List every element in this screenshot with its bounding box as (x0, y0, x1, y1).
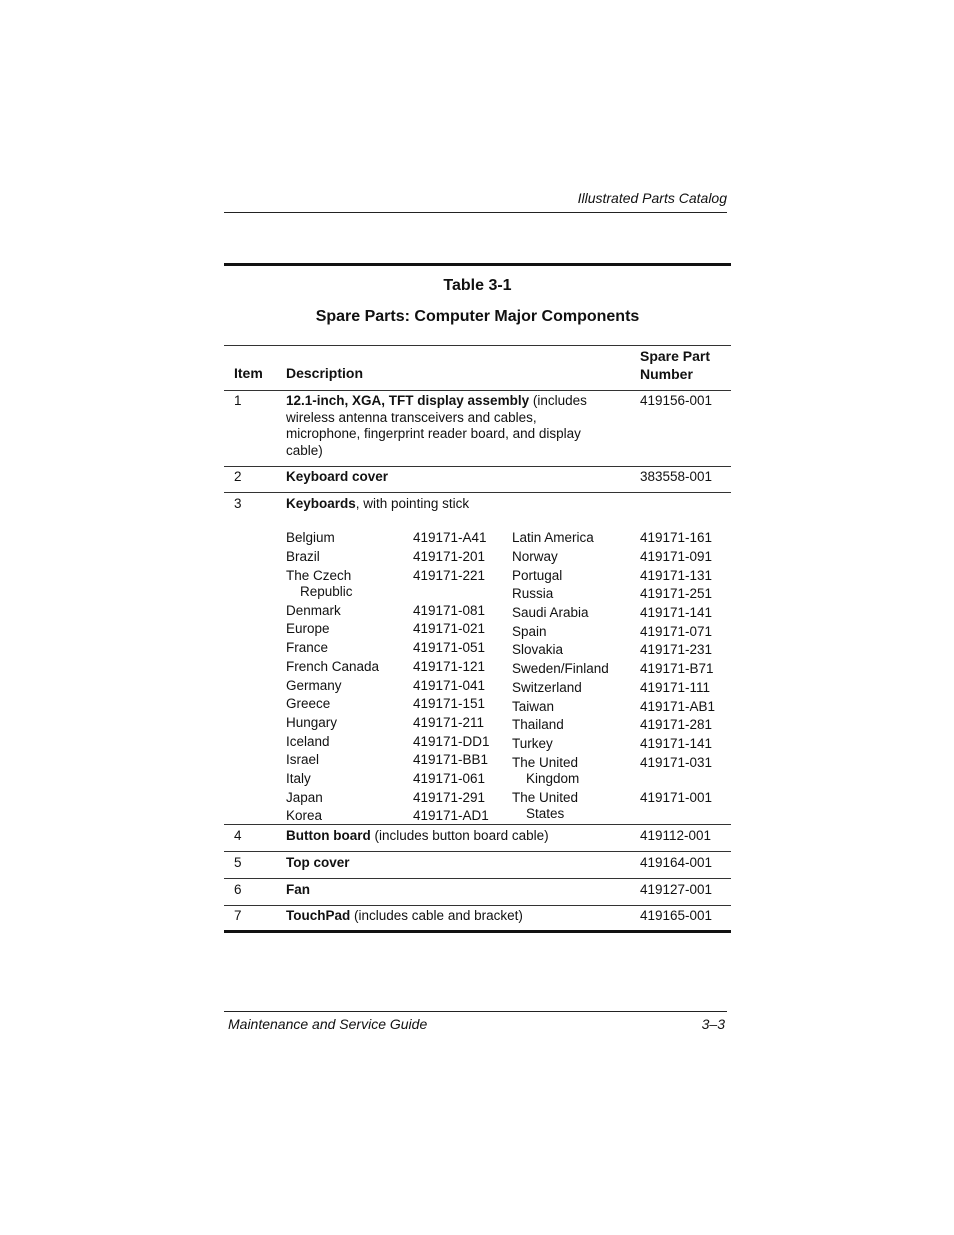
keyboard-country: Switzerland (512, 680, 582, 695)
column-header-part-number: Spare Part Number (640, 348, 711, 382)
keyboard-part-number: 419171-121 (413, 659, 486, 674)
keyboard-part-number: 419171-A41 (413, 530, 487, 545)
running-header (224, 188, 727, 213)
keyboard-country: The United Kingdom (512, 755, 580, 786)
keyboard-part-number: 419171-161 (640, 530, 713, 545)
keyboard-part-number: 419171-AB1 (640, 699, 716, 714)
keyboard-country: France (286, 640, 329, 655)
keyboard-part-number: 419171-251 (640, 586, 713, 601)
table-title: Spare Parts: Computer Major Components (315, 308, 640, 325)
table-number: Table 3-1 (443, 277, 512, 294)
keyboard-country: Portugal (512, 568, 563, 583)
keyboard-part-number: 419171-AD1 (413, 808, 489, 823)
keyboard-part-number: 419171-151 (413, 696, 486, 711)
keyboard-part-number: 419171-141 (640, 736, 713, 751)
keyboard-country: French Canada (286, 659, 380, 674)
footer-guide-title: Maintenance and Service Guide (228, 1016, 428, 1032)
keyboard-country: Thailand (512, 717, 564, 732)
keyboard-country: Taiwan (512, 699, 555, 714)
table-row: 6 Fan 419127-001 (224, 879, 731, 906)
table-row: 4 Button board (includes button board cable) 419112-001 (224, 825, 731, 852)
keyboard-part-number: 419171-051 (413, 640, 486, 655)
keyboard-country: Greece (286, 696, 331, 711)
keyboard-part-number: 419171-DD1 (413, 734, 490, 749)
keyboard-country: Israel (286, 752, 320, 767)
keyboard-part-number: 419171-111 (640, 680, 711, 695)
keyboard-country: The Czech Republic (286, 568, 353, 599)
keyboard-part-number: 419171-211 (413, 715, 485, 730)
running-footer (224, 1011, 727, 1036)
keyboard-part-number: 419171-071 (640, 624, 713, 639)
table-top-rule (224, 263, 731, 266)
keyboard-country: Slovakia (512, 642, 564, 657)
keyboard-part-number: 419171-B71 (640, 661, 714, 676)
keyboard-part-number: 419171-221 (413, 568, 486, 583)
table-header-row (224, 345, 731, 391)
table-row: 5 Top cover 419164-001 (224, 852, 731, 879)
keyboard-part-number: 419171-021 (413, 621, 486, 636)
keyboard-country: Germany (286, 678, 342, 693)
keyboard-part-number: 419171-281 (640, 717, 713, 732)
keyboard-country: Korea (286, 808, 323, 823)
keyboard-country: Russia (512, 586, 554, 601)
column-header-item: Item (234, 365, 263, 381)
column-header-description: Description (286, 365, 364, 381)
keyboard-country: Brazil (286, 549, 320, 564)
page-number: 3–3 (701, 1016, 725, 1032)
keyboard-country: Japan (286, 790, 323, 805)
table-row: 1 12.1-inch, XGA, TFT display assembly (includes wireless antenna transceivers and cables, microphone, fingerprint reader board, and display cable) 419156-001 (224, 391, 731, 467)
keyboard-part-number: 419171-201 (413, 549, 486, 564)
keyboard-country: Italy (286, 771, 311, 786)
keyboard-country: Belgium (286, 530, 335, 545)
keyboard-part-number: 419171-081 (413, 603, 486, 618)
table-row-keyboards: 3 Keyboards, with pointing stick Belgium 419171-A41 Brazil 419171-201 The Czech Republic 419171-221 Denmark 419171-081 Europe 419171-021 France 419171-051 French Canada 419171-121 Germany 419171-041 Greece 419171-151 Hungary 419171-211 Iceland 419171-DD1 Israel 419171-BB1 Italy 419171-061 Japan 419171-291 Korea 419171-AD1 Latin America 419171-161 Norway 419171-091 Portugal 419171-131 Russia 419171-251 Saudi Arabia 419171-141 Spain 419171-071 Slovakia 419171-231 Sweden/Finland 419171-B71 Switzerland 419171-111 Taiwan 419171-AB1 Thailand 419171-281 Turkey 419171-141 The United Kingdom 419171-031 The United States 419171-001 (224, 493, 731, 825)
keyboard-country: Saudi Arabia (512, 605, 589, 620)
keyboard-country: Sweden/Finland (512, 661, 609, 676)
keyboard-country: Denmark (286, 603, 341, 618)
keyboard-country: The United States (512, 790, 579, 821)
keyboard-country: Hungary (286, 715, 338, 730)
running-header-title: Illustrated Parts Catalog (577, 190, 727, 206)
keyboard-country: Turkey (512, 736, 553, 751)
keyboard-part-number: 419171-231 (640, 642, 713, 657)
keyboard-country: Iceland (286, 734, 330, 749)
keyboard-part-number: 419171-141 (640, 605, 713, 620)
keyboard-part-number: 419171-061 (413, 771, 486, 786)
keyboard-part-number: 419171-031 (640, 755, 713, 770)
keyboard-country: Latin America (512, 530, 594, 545)
table-row: 7 TouchPad (includes cable and bracket) 419165-001 (224, 906, 731, 933)
keyboard-country: Spain (512, 624, 547, 639)
keyboard-country: Europe (286, 621, 330, 636)
keyboard-part-number: 419171-091 (640, 549, 713, 564)
keyboard-part-number: 419171-BB1 (413, 752, 489, 767)
keyboard-country: Norway (512, 549, 558, 564)
keyboard-part-number: 419171-001 (640, 790, 713, 805)
keyboard-part-number: 419171-291 (413, 790, 486, 805)
spare-parts-table (224, 263, 731, 933)
keyboard-part-number: 419171-131 (640, 568, 713, 583)
keyboard-part-number: 419171-041 (413, 678, 486, 693)
table-row: 2 Keyboard cover 383558-001 (224, 467, 731, 493)
